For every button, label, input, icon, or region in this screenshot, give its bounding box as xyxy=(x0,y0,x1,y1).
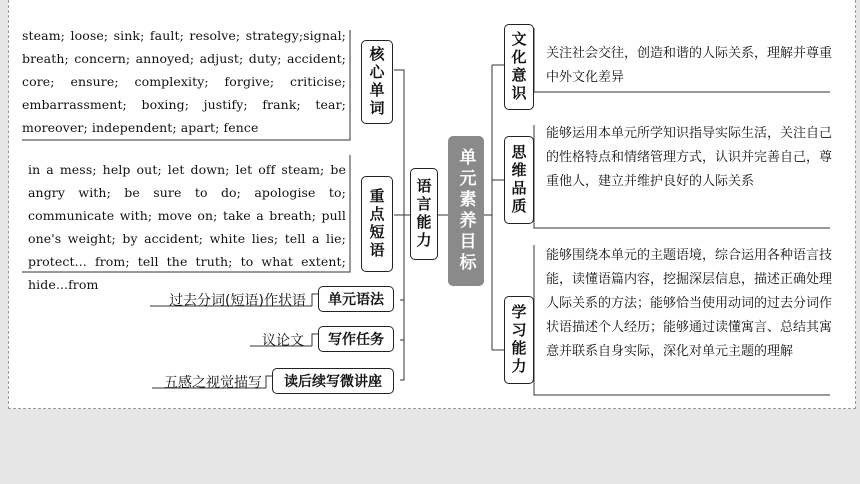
culture-label: 文化意识 xyxy=(504,24,534,110)
culture-text: 关注社会交往，创造和谐的人际关系，理解并尊重中外文化差异 xyxy=(546,46,833,85)
lecture-value: 五感之视觉描写 xyxy=(164,375,262,391)
language-ability-box: 语言能力 xyxy=(410,168,438,260)
core-words-text: steam; loose; sink; fault; resolve; strategy;signal; breath; concern; annoyed; adjust; duty; accident; core; ensure; complexity; forgive; criticise; embarrassment; boxing; justify; frank; tear; moreover; independent; apart; fence xyxy=(22,28,346,135)
grammar-value: 过去分词(短语)作状语 xyxy=(169,293,306,309)
key-phrases-label: 重点短语 xyxy=(361,176,393,272)
key-phrases-text: in a mess; help out; let down; let off steam; be angry with; be sure to do; apologise to; communicate with; move on; take a breath; pull one's weight; by accident; white lies; tell a lie; protect... from; tell the truth; to what extent; hide...from xyxy=(28,162,346,292)
writing-value: 议论文 xyxy=(262,333,304,349)
learning-label: 学习能力 xyxy=(504,296,534,384)
thinking-label: 思维品质 xyxy=(504,136,534,224)
writing-label: 写作任务 xyxy=(318,326,394,352)
grammar-label: 单元语法 xyxy=(318,286,394,312)
learning-text: 能够围绕本单元的主题语境，综合运用各种语言技能，读懂语篇内容，挖掘深层信息，描述正确处理人际关系的方法；能够恰当使用动词的过去分词作状语描述个人经历；能够通过读懂寓言、总结其寓意并联系自身实际，深化对单元主题的理解 xyxy=(546,248,833,359)
core-words-label: 核心单词 xyxy=(361,40,393,124)
center-goal-box: 单元素养目标 xyxy=(448,136,484,286)
thinking-text: 能够运用本单元所学知识指导实际生活，关注自己的性格特点和情绪管理方式，认识并完善自己，尊重他人，建立并维护良好的人际关系 xyxy=(546,126,833,189)
lecture-label: 读后续写微讲座 xyxy=(272,368,394,394)
